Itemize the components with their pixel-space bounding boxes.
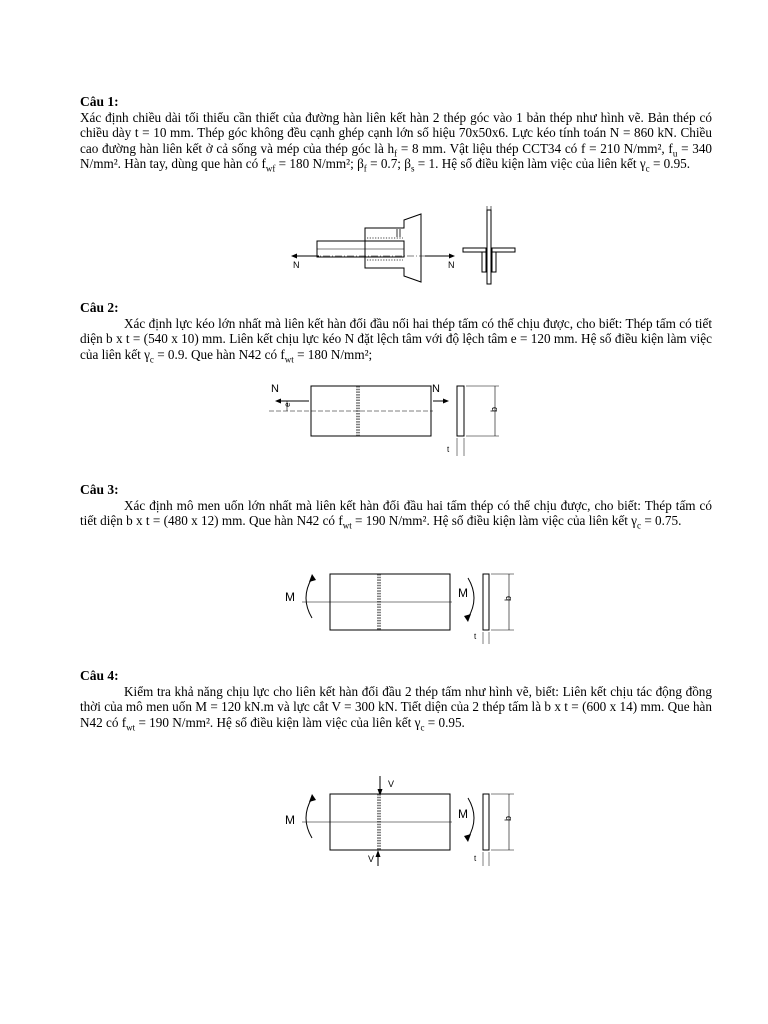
subscript: f	[394, 148, 398, 159]
question-3-text	[80, 498, 712, 532]
subscript: c	[149, 354, 154, 365]
fig3-moment-right-label: M	[458, 586, 468, 600]
text-run: = 0.95.	[424, 714, 465, 730]
subscript: wt	[284, 354, 294, 365]
subscript: c	[637, 521, 642, 532]
figure-4-butt-weld-moment-shear	[280, 772, 520, 868]
text-run: Xác định mô men uốn lớn nhất mà liên kết hàn đối đầu hai tấm thép có thể chịu được, cho biết: Thép tấm có tiết diện b x t = (480 x 12) mm. Que hàn N42 có f	[80, 498, 712, 529]
question-1-title: Câu 1:	[80, 94, 119, 109]
fig2-force-right-label: N	[432, 383, 440, 395]
subscript: s	[410, 163, 415, 174]
fig3-width-label: b	[503, 595, 513, 601]
fig4-thickness-label: t	[474, 854, 477, 863]
fig3-thickness-label: t	[474, 632, 477, 641]
subscript: wt	[342, 521, 352, 532]
text-run: = 180 N/mm²;	[293, 346, 373, 362]
question-4-title: Câu 4:	[80, 668, 119, 683]
fig1-force-left-label: N	[293, 260, 300, 270]
subscript: f	[363, 163, 367, 174]
text-run: = 340 N/mm². Hàn tay, dùng que hàn có f	[80, 140, 713, 172]
subscript: c	[420, 722, 425, 733]
text-run: = 1. Hệ số điều kiện làm việc của liên kết γ	[414, 156, 646, 172]
text-run: = 190 N/mm². Hệ số điều kiện làm việc của liên kết γ	[351, 513, 638, 529]
text-run: Kiểm tra khả năng chịu lực cho liên kết hàn đối đầu 2 thép tấm như hình vẽ, biết: Liên kết chịu tác động đồng thời của mô men uốn M = 120 kN.m và lực cắt V = 300 kN. Tiết diện của 2 thép tấm là b x t = (600 x 14) mm. Que hàn N42 có f	[80, 684, 712, 730]
fig2-width-label: b	[489, 406, 499, 412]
subscript: c	[645, 163, 650, 174]
fig4-width-label: b	[503, 815, 513, 821]
question-4-text	[80, 684, 712, 733]
fig4-moment-right-label: M	[458, 807, 468, 821]
text-run: = 8 mm. Vật liệu thép CCT34 có f = 210 N/mm², f	[397, 140, 673, 156]
fig2-thickness-label: t	[447, 445, 450, 454]
fig1-force-right-label: N	[448, 260, 455, 270]
question-2-title: Câu 2:	[80, 300, 119, 315]
fig3-moment-left-label: M	[285, 590, 295, 604]
fig2-eccentricity-label: e	[283, 402, 292, 407]
question-2-text	[80, 316, 712, 365]
text-run: = 180 N/mm²; β	[275, 156, 364, 172]
text-run: Xác định chiều dài tối thiểu cần thiết của đường hàn liên kết hàn 2 thép góc vào 1 bản thép như hình vẽ. Bản thép có chiều dày t = 10 mm. Thép góc không đều cạnh ghép cạnh lớn số hiệu 70x50x6. Lực kéo tính toán N = 860 kN. Chiều cao đường hàn liên kết ở cả sống và mép của thép góc là h	[80, 110, 712, 156]
fig4-shear-bottom-label: V	[368, 854, 375, 864]
fig4-moment-left-label: M	[285, 813, 295, 827]
question-1-text	[80, 110, 712, 172]
text-run: = 190 N/mm². Hệ số điều kiện làm việc của liên kết γ	[135, 714, 421, 730]
question-3-title: Câu 3:	[80, 482, 119, 497]
figure-2-butt-weld-eccentric	[265, 376, 515, 464]
text-run: = 0.95.	[649, 156, 691, 172]
text-run: = 0.7; β	[366, 156, 411, 172]
subscript: wt	[126, 722, 136, 733]
figure-3-butt-weld-moment	[280, 566, 520, 648]
fig2-force-left-label: N	[271, 383, 279, 395]
text-run: = 0.75.	[641, 513, 682, 529]
figure-1-angle-weld-connection	[285, 206, 525, 288]
subscript: u	[672, 148, 678, 159]
text-run: Xác định lực kéo lớn nhất mà liên kết hàn đối đầu nối hai thép tấm có thể chịu được, cho biết: Thép tấm có tiết diện b x t = (540 x 10) mm. Liên kết chịu lực kéo N đặt lệch tâm với độ lệch tâm e = 120 mm. Hệ số điều kiện làm việc của liên kết γ	[80, 316, 712, 362]
subscript: wf	[265, 163, 276, 174]
fig4-shear-top-label: V	[388, 779, 395, 789]
text-run: = 0.9. Que hàn N42 có f	[153, 346, 285, 362]
